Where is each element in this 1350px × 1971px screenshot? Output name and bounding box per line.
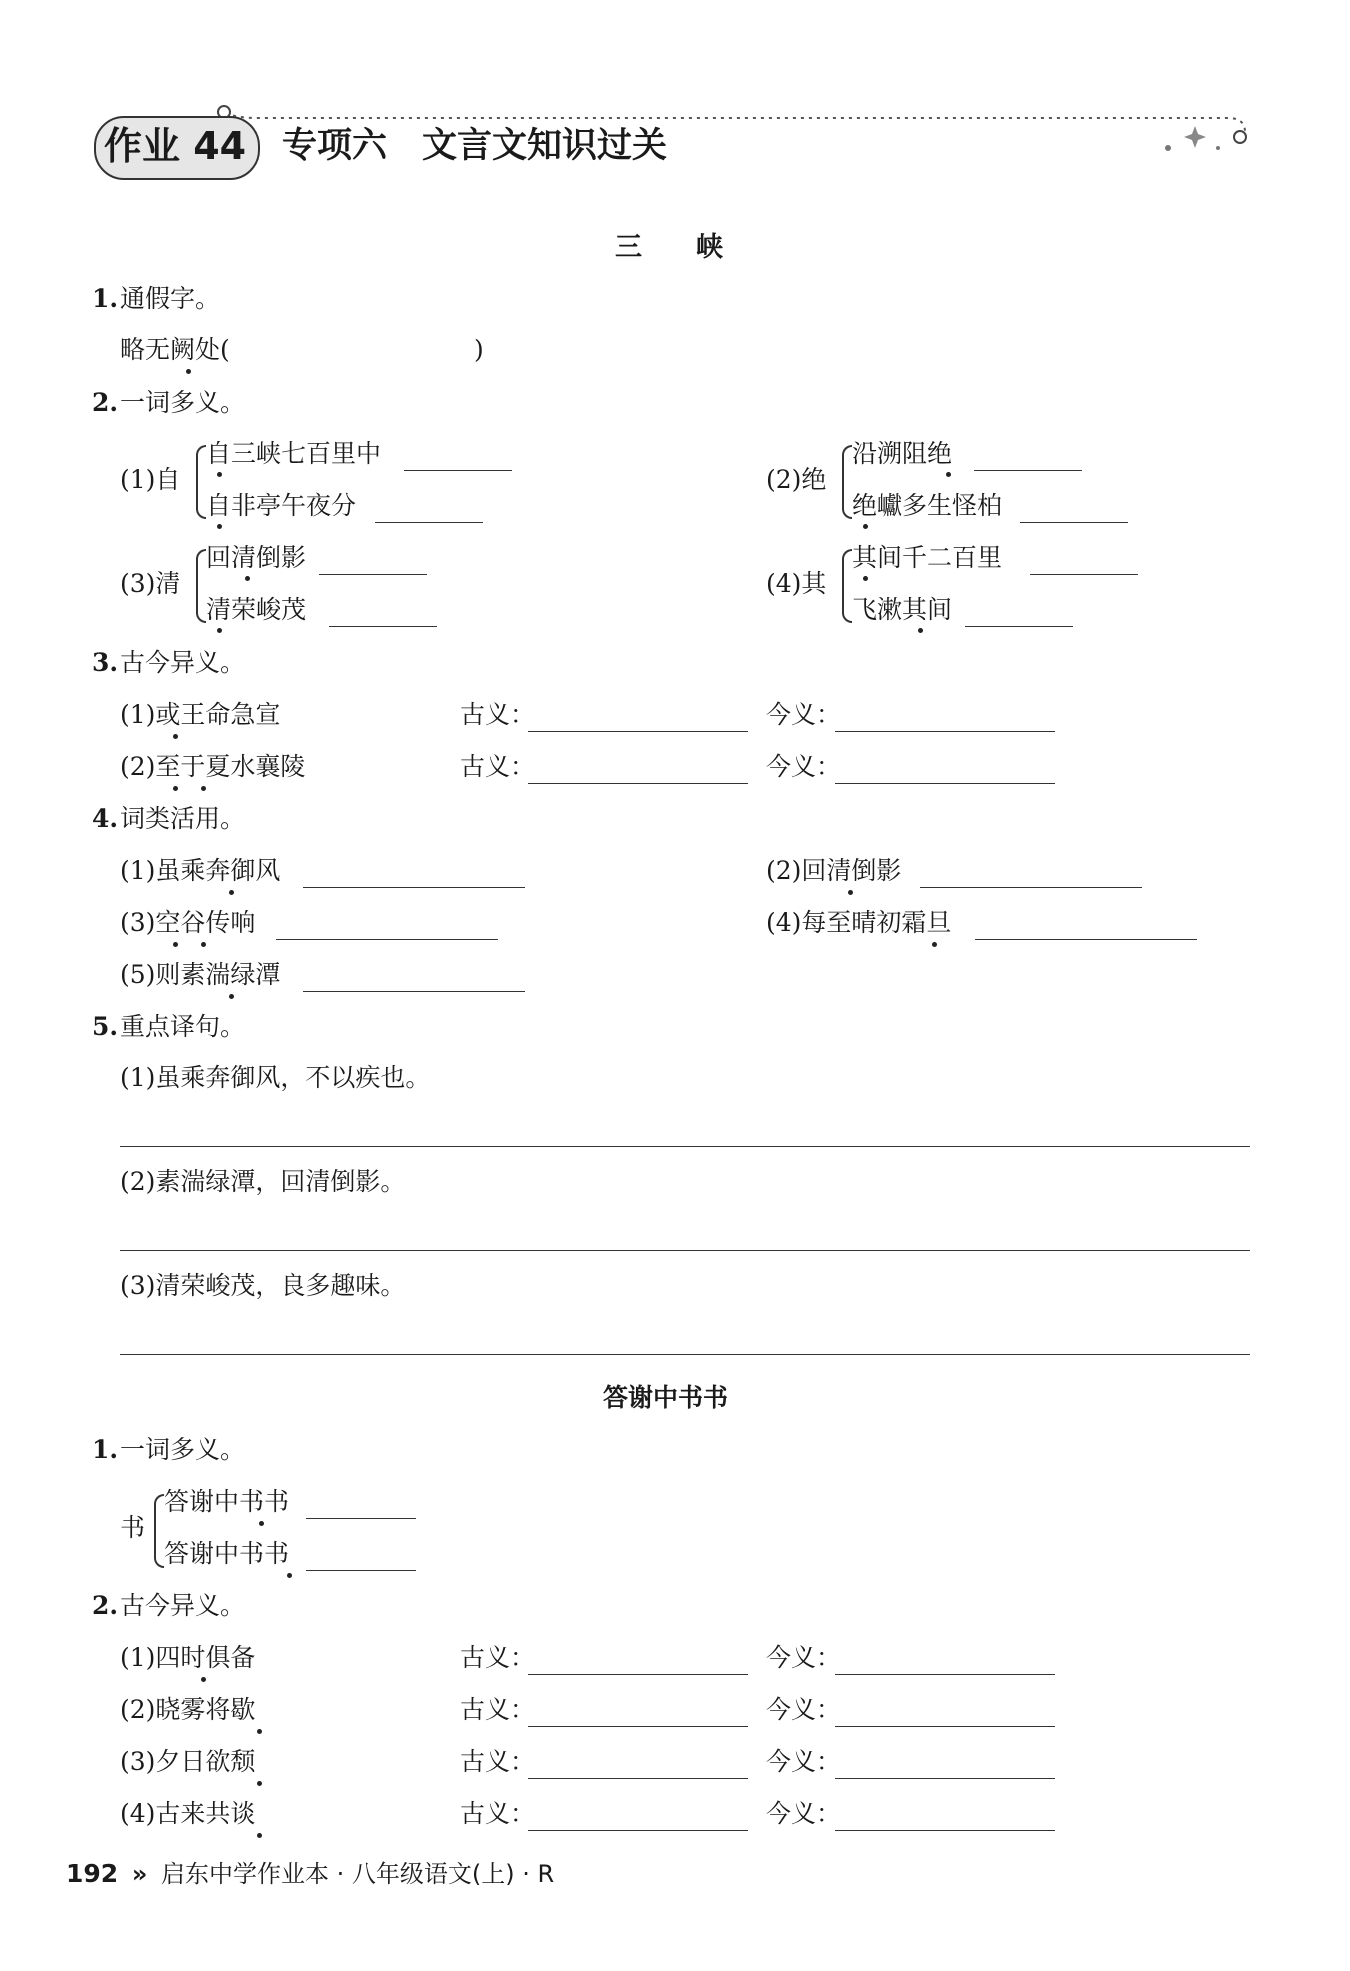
polysemy-label: (3)清 bbox=[120, 569, 181, 598]
emphasis-dot bbox=[863, 576, 868, 581]
polysemy-item: 飞漱其间 bbox=[852, 595, 953, 624]
answer-blank[interactable] bbox=[303, 991, 525, 992]
modern-label: 今义： bbox=[766, 752, 842, 781]
ancient-label: 古义： bbox=[460, 1747, 536, 1776]
emphasis-dot bbox=[173, 734, 178, 739]
emphasis-dot bbox=[257, 1833, 262, 1838]
polysemy-label: (1)自 bbox=[120, 465, 181, 494]
answer-blank[interactable] bbox=[1030, 574, 1138, 575]
question-heading: 重点译句。 bbox=[120, 1012, 246, 1041]
question-number: 2. bbox=[92, 1591, 119, 1620]
modern-blank[interactable] bbox=[835, 783, 1055, 784]
emphasis-dot bbox=[863, 524, 868, 529]
modern-blank[interactable] bbox=[835, 1830, 1055, 1831]
emphasis-dot bbox=[201, 1677, 206, 1682]
ancient-label: 古义： bbox=[460, 1799, 536, 1828]
answer-blank[interactable] bbox=[975, 939, 1197, 940]
meaning-item: (3)夕日欲颓 bbox=[120, 1747, 256, 1776]
emphasis-dot bbox=[287, 1573, 292, 1578]
translation-blank[interactable] bbox=[120, 1250, 1250, 1251]
question-heading: 一词多义。 bbox=[120, 388, 246, 417]
answer-blank[interactable] bbox=[306, 1570, 416, 1571]
emphasis-dot bbox=[217, 628, 222, 633]
tongjia-close-paren: ) bbox=[474, 335, 484, 364]
polysemy-item: 清荣峻茂 bbox=[206, 595, 307, 624]
answer-blank[interactable] bbox=[965, 626, 1073, 627]
question-number: 3. bbox=[92, 648, 119, 677]
polysemy-item: 绝巘多生怪柏 bbox=[852, 491, 1003, 520]
polysemy-item: 回清倒影 bbox=[206, 543, 307, 572]
brace bbox=[196, 549, 206, 623]
modern-blank[interactable] bbox=[835, 1726, 1055, 1727]
ancient-blank[interactable] bbox=[528, 1726, 748, 1727]
ancient-blank[interactable] bbox=[528, 783, 748, 784]
modern-label: 今义： bbox=[766, 1643, 842, 1672]
footer bbox=[66, 1856, 554, 1892]
ancient-blank[interactable] bbox=[528, 1674, 748, 1675]
polysemy-item: 答谢中书书 bbox=[164, 1539, 290, 1568]
brace bbox=[154, 1494, 164, 1568]
emphasis-dot bbox=[257, 1729, 262, 1734]
answer-blank[interactable] bbox=[329, 626, 437, 627]
polysemy-label: 书 bbox=[120, 1513, 146, 1542]
emphasis-dot bbox=[201, 786, 206, 791]
question-number: 5. bbox=[92, 1012, 119, 1041]
ancient-blank[interactable] bbox=[528, 1778, 748, 1779]
emphasis-dot bbox=[245, 576, 250, 581]
answer-blank[interactable] bbox=[974, 470, 1082, 471]
section-title-sanxia: 三 峡 bbox=[615, 232, 723, 263]
ancient-blank[interactable] bbox=[528, 1830, 748, 1831]
question-heading: 古今异义。 bbox=[120, 648, 246, 677]
polysemy-item: 沿溯阻绝 bbox=[852, 439, 953, 468]
meaning-item: (2)至于夏水襄陵 bbox=[120, 752, 306, 781]
modern-blank[interactable] bbox=[835, 1778, 1055, 1779]
usage-item: (3)空谷传响 bbox=[120, 908, 256, 937]
answer-blank[interactable] bbox=[404, 470, 512, 471]
homework-number: 作业 44 bbox=[104, 124, 247, 168]
answer-blank[interactable] bbox=[375, 522, 483, 523]
section-title-dxzss: 答谢中书书 bbox=[603, 1383, 729, 1412]
question-heading: 古今异义。 bbox=[120, 1591, 246, 1620]
question-number: 2. bbox=[92, 388, 119, 417]
emphasis-dot bbox=[217, 472, 222, 477]
question-number: 1. bbox=[92, 284, 119, 313]
answer-blank[interactable] bbox=[276, 939, 498, 940]
emphasis-dot bbox=[259, 1521, 264, 1526]
translation-item: (2)素湍绿潭，回清倒影。 bbox=[120, 1167, 406, 1196]
footer-arrows: » bbox=[131, 1860, 148, 1888]
polysemy-label: (4)其 bbox=[766, 569, 827, 598]
translation-item: (3)清荣峻茂，良多趣味。 bbox=[120, 1271, 406, 1300]
answer-blank[interactable] bbox=[319, 574, 427, 575]
emphasis-dot bbox=[217, 524, 222, 529]
meaning-item: (2)晓雾将歇 bbox=[120, 1695, 256, 1724]
emphasis-dot bbox=[257, 1781, 262, 1786]
answer-blank[interactable] bbox=[306, 1518, 416, 1519]
polysemy-item: 其间千二百里 bbox=[852, 543, 1003, 572]
ancient-label: 古义： bbox=[460, 1695, 536, 1724]
emphasis-dot bbox=[848, 890, 853, 895]
page-title: 专项六 文言文知识过关 bbox=[282, 126, 668, 166]
ancient-label: 古义： bbox=[460, 1643, 536, 1672]
tongjia-item: 略无阙处( bbox=[120, 335, 230, 364]
question-number: 1. bbox=[92, 1435, 119, 1464]
emphasis-dot bbox=[173, 942, 178, 947]
emphasis-dot bbox=[186, 369, 191, 374]
answer-blank[interactable] bbox=[1020, 522, 1128, 523]
answer-blank[interactable] bbox=[303, 887, 525, 888]
modern-label: 今义： bbox=[766, 1695, 842, 1724]
meaning-item: (1)四时俱备 bbox=[120, 1643, 256, 1672]
brace bbox=[196, 445, 206, 519]
emphasis-dot bbox=[229, 994, 234, 999]
page-number: 192 bbox=[66, 1859, 119, 1888]
ancient-label: 古义： bbox=[460, 700, 536, 729]
question-number: 4. bbox=[92, 804, 119, 833]
translation-blank[interactable] bbox=[120, 1354, 1250, 1355]
modern-label: 今义： bbox=[766, 1799, 842, 1828]
ancient-label: 古义： bbox=[460, 752, 536, 781]
emphasis-dot bbox=[201, 942, 206, 947]
translation-blank[interactable] bbox=[120, 1146, 1250, 1147]
usage-item: (4)每至晴初霜旦 bbox=[766, 908, 952, 937]
translation-item: (1)虽乘奔御风，不以疾也。 bbox=[120, 1063, 431, 1092]
meaning-item: (1)或王命急宣 bbox=[120, 700, 281, 729]
emphasis-dot bbox=[946, 472, 951, 477]
emphasis-dot bbox=[918, 628, 923, 633]
usage-item: (5)则素湍绿潭 bbox=[120, 960, 281, 989]
emphasis-dot bbox=[173, 786, 178, 791]
polysemy-label: (2)绝 bbox=[766, 465, 827, 494]
question-heading: 词类活用。 bbox=[120, 804, 246, 833]
polysemy-item: 答谢中书书 bbox=[164, 1487, 290, 1516]
modern-label: 今义： bbox=[766, 700, 842, 729]
question-heading: 通假字。 bbox=[120, 284, 221, 313]
brace bbox=[842, 549, 852, 623]
modern-blank[interactable] bbox=[835, 1674, 1055, 1675]
polysemy-item: 自三峡七百里中 bbox=[206, 439, 382, 468]
book-title: 启东中学作业本 · 八年级语文(上) · R bbox=[160, 1860, 555, 1888]
emphasis-dot bbox=[932, 942, 937, 947]
ancient-blank[interactable] bbox=[528, 731, 748, 732]
brace bbox=[842, 445, 852, 519]
meaning-item: (4)古来共谈 bbox=[120, 1799, 256, 1828]
modern-blank[interactable] bbox=[835, 731, 1055, 732]
usage-item: (1)虽乘奔御风 bbox=[120, 856, 281, 885]
answer-blank[interactable] bbox=[920, 887, 1142, 888]
usage-item: (2)回清倒影 bbox=[766, 856, 902, 885]
polysemy-item: 自非亭午夜分 bbox=[206, 491, 357, 520]
question-heading: 一词多义。 bbox=[120, 1435, 246, 1464]
modern-label: 今义： bbox=[766, 1747, 842, 1776]
emphasis-dot bbox=[229, 890, 234, 895]
